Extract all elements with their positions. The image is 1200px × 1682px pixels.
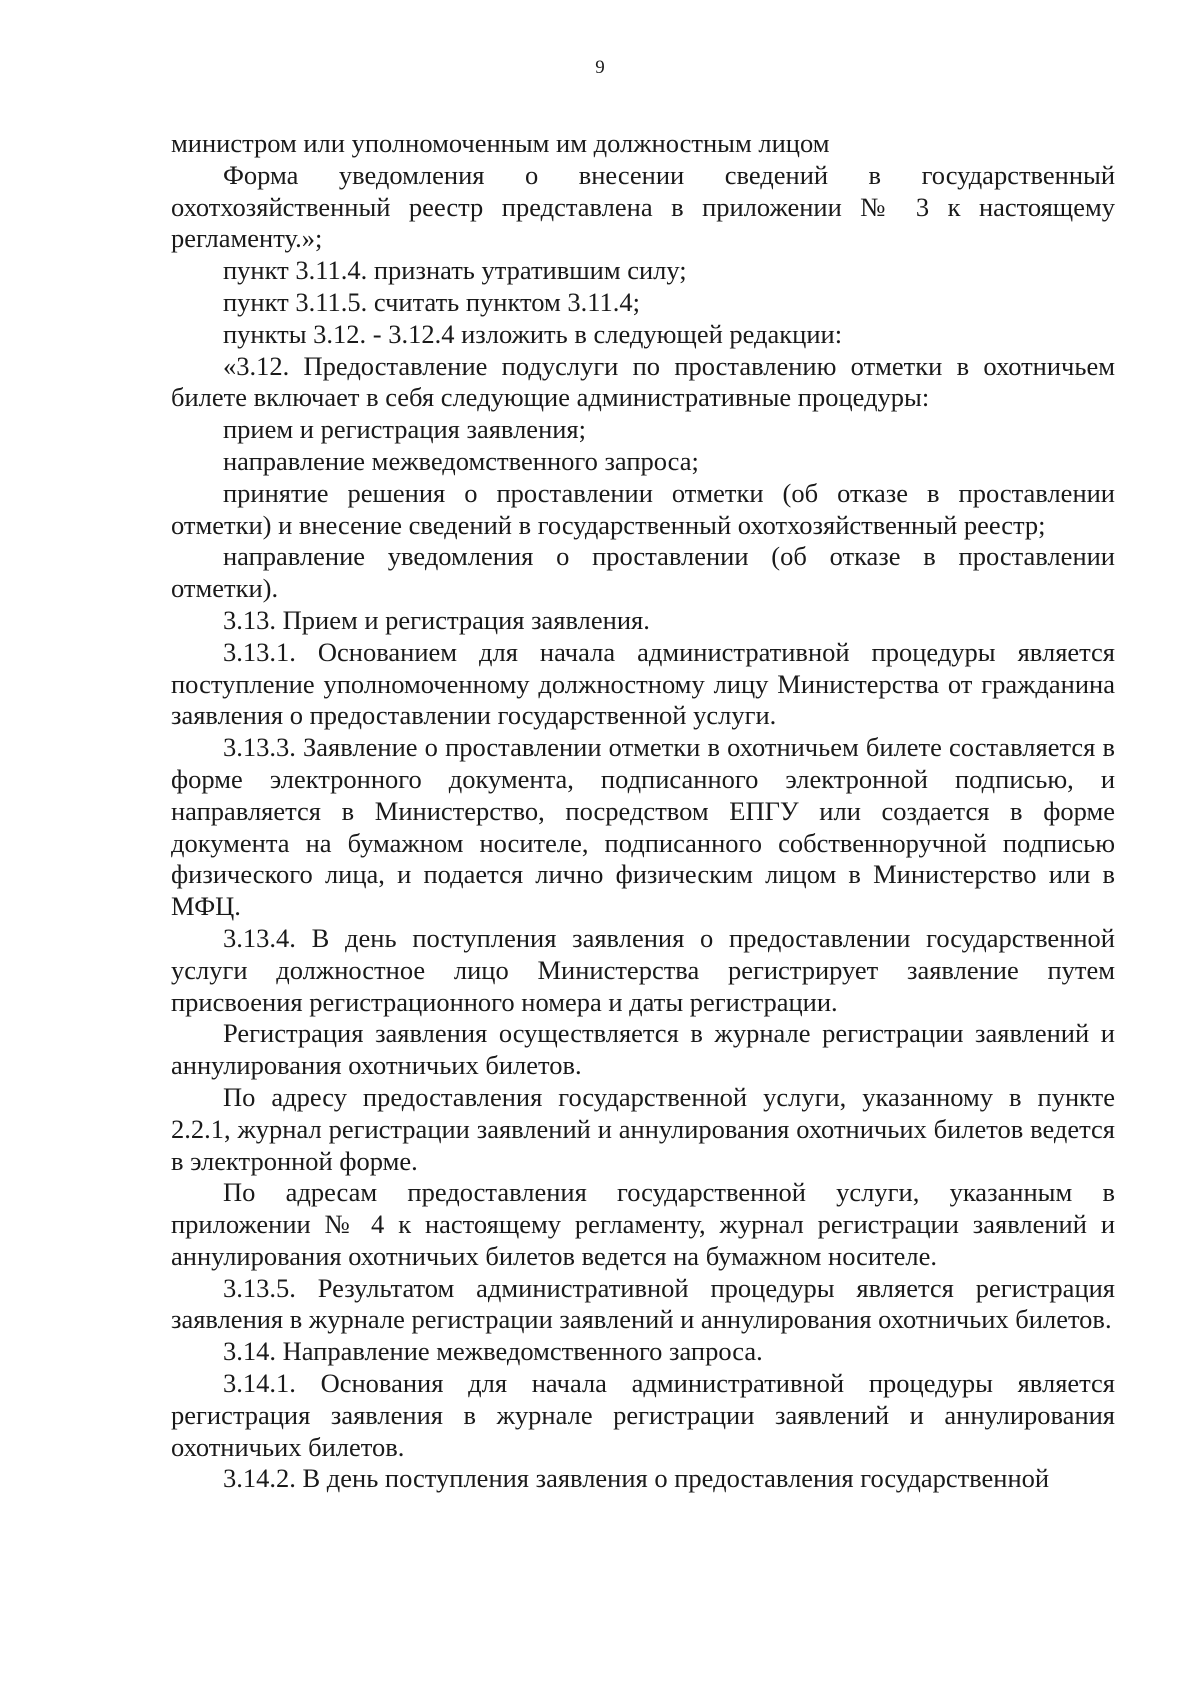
page-number: 9	[595, 57, 605, 78]
paragraph: Форма уведомления о внесении сведений в государственный охотхозяйственный реестр представлена в приложении № 3 к настоящему регламенту.»;	[171, 159, 1115, 254]
paragraph: По адресу предоставления государственной услуги, указанному в пункте 2.2.1, журнал регистрации заявлений и аннулирования охотничьих билетов ведется в электронной форме.	[171, 1081, 1115, 1176]
paragraph: 3.14.2. В день поступления заявления о предоставления государственной	[223, 1463, 1050, 1494]
paragraph: пункт 3.11.4. признать утратившим силу;	[223, 255, 687, 286]
paragraph: 3.13. Прием и регистрация заявления.	[223, 604, 650, 635]
paragraph: направление межведомственного запроса;	[223, 445, 699, 476]
paragraph: «3.12. Предоставление подуслуги по проставлению отметки в охотничьем билете включает в себя следующие административные процедуры:	[171, 350, 1115, 413]
paragraph: 3.14. Направление межведомственного запроса.	[223, 1336, 763, 1367]
paragraph: направление уведомления о проставлении (об отказе в проставлении отметки).	[171, 541, 1115, 604]
paragraph: министром или уполномоченным им должностным лицом	[171, 128, 830, 158]
paragraph: пункт 3.11.5. считать пунктом 3.11.4;	[223, 286, 641, 317]
document-body	[171, 128, 1115, 1495]
paragraph: принятие решения о проставлении отметки (об отказе в проставлении отметки) и внесение сведений в государственный охотхозяйственный реестр;	[171, 477, 1115, 540]
paragraph: пункты 3.12. - 3.12.4 изложить в следующей редакции:	[223, 318, 843, 349]
paragraph: 3.14.1. Основания для начала административной процедуры является регистрация заявления в журнале регистрации заявлений и аннулирования охотничьих билетов.	[171, 1368, 1115, 1462]
paragraph: 3.13.1. Основанием для начала административной процедуры является поступление уполномоченному должностному лицу Министерства от гражданина заявления о предоставлении государственной услуги.	[171, 636, 1115, 731]
paragraph: 3.13.4. В день поступления заявления о предоставлении государственной услуги должностное лицо Министерства регистрирует заявление путем присвоения регистрационного номера и даты регистрации.	[171, 922, 1115, 1017]
paragraph: По адресам предоставления государственной услуги, указанным в приложении № 4 к настоящему регламенту, журнал регистрации заявлений и аннулирования охотничьих билетов ведется на бумажном носителе.	[171, 1177, 1115, 1271]
paragraph: 3.13.3. Заявление о проставлении отметки в охотничьем билете составляется в форме электронного документа, подписанного электронной подписью, и направляется в Министерство, посредством ЕПГУ или создается в форме документа на бумажном носителе, подписанного собственноручной подписью физического лица, и подается лично физическим лицом в Министерство или в МФЦ.	[171, 732, 1115, 922]
paragraph: прием и регистрация заявления;	[223, 414, 586, 445]
paragraph: Регистрация заявления осуществляется в журнале регистрации заявлений и аннулирования охотничьих билетов.	[171, 1018, 1115, 1081]
paragraph: 3.13.5. Результатом административной процедуры является регистрация заявления в журнале регистрации заявлений и аннулирования охотничьих билетов.	[171, 1272, 1115, 1335]
